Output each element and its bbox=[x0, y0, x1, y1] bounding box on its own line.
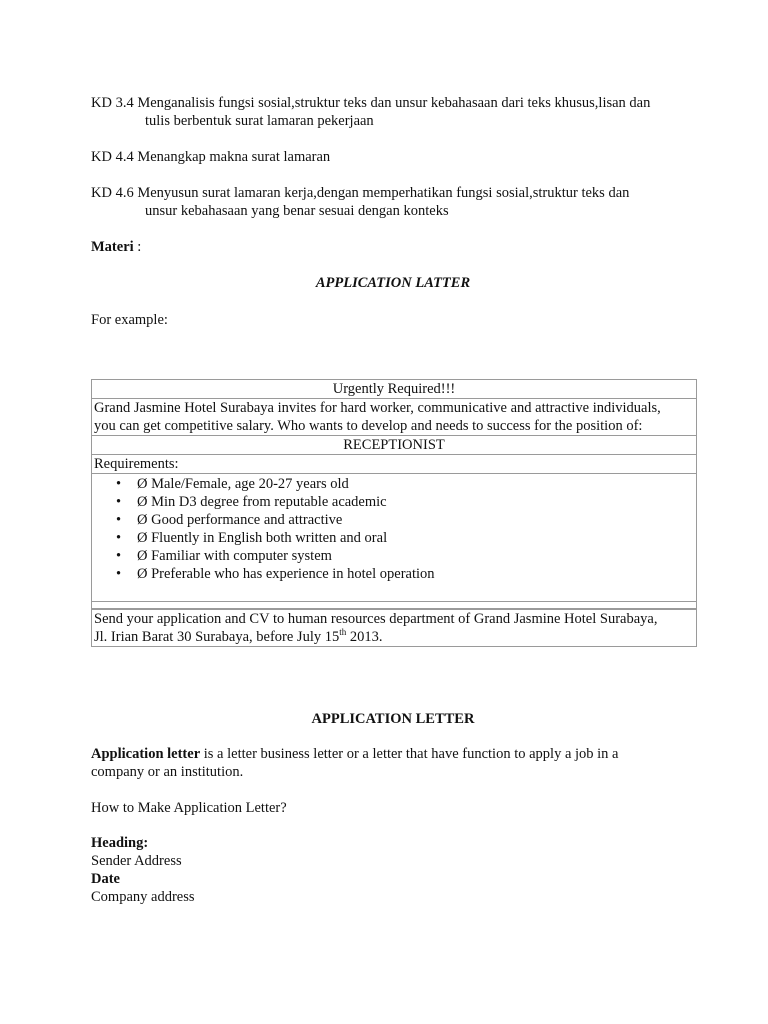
date-label: Date bbox=[91, 871, 120, 887]
ad-intro bbox=[92, 399, 696, 436]
bullet: • bbox=[116, 494, 122, 510]
kd-4-4 bbox=[91, 148, 330, 166]
ad-requirements-label: Requirements: bbox=[92, 455, 696, 474]
requirement-text: Ø Min D3 degree from reputable academic bbox=[137, 494, 387, 510]
for-example: For example: bbox=[91, 312, 168, 328]
requirements-list bbox=[94, 475, 694, 583]
kd-3-4-text: KD 3.4 Menganalisis fungsi sosial,struktur teks dan unsur kebahasaan dari teks khusus,lisan dan bbox=[91, 95, 651, 111]
ad-intro-line-2: you can get competitive salary. Who wants to develop and needs to success for the position of: bbox=[94, 418, 643, 434]
list-item bbox=[94, 511, 694, 529]
requirement-text: Ø Good performance and attractive bbox=[137, 512, 343, 528]
send-year: 2013. bbox=[346, 629, 383, 645]
definition-line-1 bbox=[91, 745, 619, 763]
double-divider bbox=[92, 601, 696, 609]
kd-4-4-text: KD 4.4 Menangkap makna surat lamaran bbox=[91, 149, 331, 165]
requirement-text: Ø Fluently in English both written and oral bbox=[137, 530, 388, 546]
materi-label: Materi bbox=[91, 239, 134, 255]
kd-4-6-text: KD 4.6 Menyusun surat lamaran kerja,dengan memperhatikan fungsi sosial,struktur teks dan bbox=[91, 185, 630, 201]
ad-position: RECEPTIONIST bbox=[92, 436, 696, 455]
bullet: • bbox=[116, 548, 122, 564]
bullet: • bbox=[116, 566, 122, 582]
heading-label: Heading: bbox=[91, 835, 149, 851]
kd-3-4 bbox=[91, 94, 651, 129]
requirement-text: Ø Familiar with computer system bbox=[137, 548, 332, 564]
definition-line-2: company or an institution. bbox=[91, 764, 244, 780]
list-item bbox=[94, 475, 694, 493]
ad-intro-line-1: Grand Jasmine Hotel Surabaya invites for hard worker, communicative and attractive individuals, bbox=[94, 400, 661, 416]
ad-heading: Urgently Required!!! bbox=[92, 380, 696, 399]
requirement-text: Ø Male/Female, age 20-27 years old bbox=[137, 476, 349, 492]
sender-address: Sender Address bbox=[91, 853, 182, 869]
list-item bbox=[94, 493, 694, 511]
requirement-text: Ø Preferable who has experience in hotel operation bbox=[137, 566, 435, 582]
title-application-letter: APPLICATION LETTER bbox=[311, 711, 475, 727]
list-item bbox=[94, 547, 694, 565]
kd-4-6-continuation: unsur kebahasaan yang benar sesuai dengan konteks bbox=[145, 203, 449, 219]
company-address: Company address bbox=[91, 889, 195, 905]
ad-requirements bbox=[92, 474, 696, 601]
title-application-latter: APPLICATION LATTER bbox=[315, 275, 471, 291]
kd-4-6 bbox=[91, 184, 630, 219]
job-ad-box bbox=[91, 379, 697, 647]
materi-suffix: : bbox=[133, 239, 142, 255]
how-to-question: How to Make Application Letter? bbox=[91, 800, 287, 816]
list-item bbox=[94, 565, 694, 583]
ordinal-suffix: th bbox=[339, 627, 347, 638]
ad-send-line-1: Send your application and CV to human resources department of Grand Jasmine Hotel Surabaya, bbox=[94, 611, 658, 627]
ad-send-info bbox=[92, 609, 696, 646]
bullet: • bbox=[116, 530, 122, 546]
definition-text: is a letter business letter or a letter that have function to apply a job in a bbox=[200, 746, 619, 762]
bullet: • bbox=[116, 512, 122, 528]
materi-line bbox=[91, 238, 141, 256]
definition-term: Application letter bbox=[91, 746, 201, 762]
kd-3-4-continuation: tulis berbentuk surat lamaran pekerjaan bbox=[145, 113, 374, 129]
send-text: Jl. Irian Barat 30 Surabaya, before July 15 bbox=[94, 629, 340, 645]
list-item bbox=[94, 529, 694, 547]
ad-send-line-2 bbox=[94, 628, 694, 646]
bullet: • bbox=[116, 476, 122, 492]
